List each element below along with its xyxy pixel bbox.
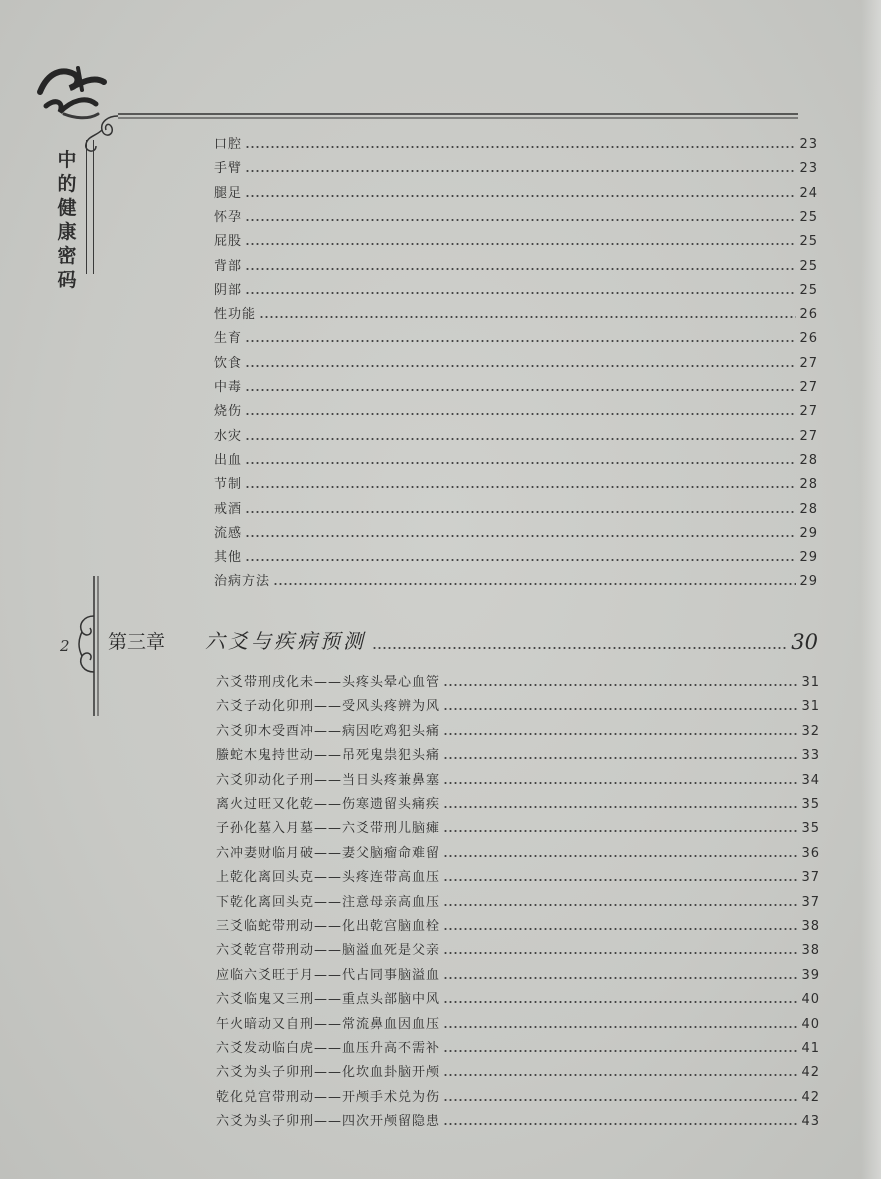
dot-leader (443, 830, 798, 832)
dot-leader (245, 389, 796, 391)
toc-entry[interactable] (214, 351, 818, 371)
toc-entry-label: 上乾化离回头克——头疼连带高血压 (216, 870, 441, 886)
toc-entry-label: 背部 (214, 258, 243, 274)
toc-entry[interactable] (214, 254, 818, 274)
toc-entry[interactable] (214, 472, 818, 492)
toc-entry[interactable] (214, 545, 818, 565)
toc-entry-page: 29 (799, 525, 818, 541)
toc-entry[interactable] (216, 816, 820, 836)
toc-entry-label: 六爻为头子卯刑——化坎血卦脑开颅 (216, 1065, 441, 1081)
toc-entry-label: 六爻为头子卯刑——四次开颅留隐患 (216, 1114, 441, 1130)
toc-entry-page: 27 (799, 380, 818, 395)
toc-entry-page: 29 (799, 550, 818, 566)
dot-leader (443, 1123, 798, 1125)
dot-leader (245, 413, 796, 415)
dot-leader (443, 684, 798, 686)
dot-leader (245, 535, 796, 537)
dot-leader (443, 1050, 798, 1052)
toc-entry-page: 31 (801, 699, 820, 715)
toc-entry-label: 治病方法 (214, 574, 271, 590)
dot-leader (245, 219, 796, 221)
toc-entry[interactable] (214, 497, 818, 517)
dot-leader (245, 559, 796, 561)
toc-entry-label: 六爻临鬼又三刑——重点头部脑中风 (216, 992, 441, 1008)
toc-entry-page: 38 (801, 943, 820, 959)
toc-entry-label: 六爻卯木受酉冲——病因吃鸡犯头痛 (216, 723, 441, 739)
toc-entry-page: 27 (799, 355, 818, 371)
toc-entry-label: 螣蛇木鬼持世动——吊死鬼祟犯头痛 (216, 748, 441, 764)
toc-entry-page: 27 (799, 428, 818, 444)
toc-entry-label: 六爻乾宫带刑动——脑溢血死是父亲 (216, 943, 441, 959)
toc-entry-label: 手臂 (214, 161, 243, 177)
toc-entry-page: 24 (799, 185, 818, 201)
toc-entry-page: 25 (799, 234, 818, 250)
toc-entry-page: 32 (801, 723, 820, 739)
toc-entry-label: 离火过旺又化乾——伤寒遗留头痛疾 (216, 797, 441, 812)
dot-leader (443, 977, 798, 979)
dot-leader (443, 757, 798, 759)
toc-entry-label: 出血 (214, 452, 243, 468)
toc-entry[interactable] (214, 302, 818, 322)
toc-entry-page: 40 (801, 1016, 820, 1032)
page-number: 2 (60, 637, 70, 655)
toc-entry-label: 下乾化离回头克——注意母亲高血压 (216, 894, 441, 910)
toc-entry-page: 28 (799, 501, 818, 517)
toc-entry[interactable] (216, 865, 820, 885)
toc-entry[interactable] (216, 694, 820, 714)
toc-entry-label: 节制 (214, 477, 243, 493)
dot-leader (245, 146, 796, 148)
book-side-title: 中的健康密码 (57, 149, 77, 291)
toc-entry-page: 35 (801, 797, 820, 812)
dot-leader (245, 462, 796, 464)
toc-entry[interactable] (214, 205, 818, 225)
toc-entry-label: 其他 (214, 550, 243, 566)
toc-entry[interactable] (214, 375, 818, 395)
toc-entry-page: 28 (799, 477, 818, 493)
dot-leader (443, 1026, 798, 1028)
dot-leader (443, 879, 798, 881)
toc-entry-page: 23 (799, 161, 818, 177)
dot-leader (245, 292, 796, 294)
dot-leader (443, 855, 798, 857)
toc-entry-label: 水灾 (214, 428, 243, 444)
toc-entry-label: 六冲妻财临月破——妻父脑瘤命难留 (216, 845, 441, 861)
toc-entry[interactable] (214, 278, 818, 298)
toc-entry[interactable] (216, 1012, 820, 1032)
dot-leader (259, 316, 796, 318)
toc-entry[interactable] (216, 792, 820, 812)
toc-entry-label: 烧伤 (214, 404, 243, 420)
toc-entry-label: 怀孕 (214, 209, 243, 225)
toc-entry-label: 午火暗动又自刑——常流鼻血因血压 (216, 1016, 441, 1032)
toc-entry-label: 腿足 (214, 185, 243, 201)
toc-entry[interactable] (214, 521, 818, 541)
dot-leader (443, 1099, 798, 1101)
toc-entry-label: 阴部 (214, 282, 243, 298)
dot-leader (245, 170, 796, 172)
toc-entry-page: 37 (801, 894, 820, 910)
toc-entry[interactable] (214, 326, 818, 346)
dot-leader (443, 733, 798, 735)
dot-leader (245, 243, 796, 245)
toc-entry[interactable] (216, 1036, 820, 1056)
dot-leader (245, 511, 796, 513)
toc-entry-label: 子孙化墓入月墓——六爻带刑儿脑瘫 (216, 821, 441, 837)
toc-entry-label: 六爻带刑戌化未——头疼头晕心血管 (216, 675, 441, 690)
toc-entry-label: 六爻子动化卯刑——受风头疼辨为风 (216, 699, 441, 715)
chapter-title: 六爻与疾病预测 (205, 629, 367, 653)
toc-entry-page: 25 (799, 282, 818, 298)
toc-entry-page: 37 (801, 870, 820, 886)
dot-leader (245, 365, 796, 367)
toc-entry-page: 40 (801, 992, 820, 1008)
toc-entry-label: 六爻卯动化子刑——当日头疼兼鼻塞 (216, 772, 441, 788)
toc-entry[interactable] (216, 719, 820, 739)
toc-entry-page: 26 (799, 307, 818, 323)
toc-entry-page: 36 (801, 845, 820, 861)
toc-entry-label: 乾化兑宫带刑动——开颅手术兑为伤 (216, 1089, 441, 1105)
toc-entry-page: 31 (801, 675, 820, 690)
toc-entry[interactable] (216, 987, 820, 1007)
toc-entry-label: 口腔 (214, 137, 243, 152)
toc-entry-label: 屁股 (214, 234, 243, 250)
toc-entry-page: 43 (801, 1114, 820, 1130)
toc-entry-label: 生育 (214, 331, 243, 347)
toc-entry-page: 42 (801, 1065, 820, 1081)
dot-leader (273, 583, 796, 585)
dot-leader (443, 904, 798, 906)
dot-leader (443, 782, 798, 784)
toc-entry-label: 流感 (214, 525, 243, 541)
toc-entry-page: 39 (801, 967, 820, 983)
toc-entry-page: 23 (799, 137, 818, 152)
toc-entry-page: 42 (801, 1089, 820, 1105)
toc-entry[interactable] (216, 670, 820, 690)
toc-entry[interactable] (216, 743, 820, 763)
dot-leader (443, 1074, 798, 1076)
toc-entry[interactable] (216, 768, 820, 788)
dot-leader (245, 268, 796, 270)
toc-entry-page: 25 (799, 209, 818, 225)
toc-entry[interactable] (216, 1060, 820, 1080)
toc-entry-page: 25 (799, 258, 818, 274)
dot-leader (245, 340, 796, 342)
toc-entry-page: 27 (799, 404, 818, 420)
toc-entry[interactable] (216, 938, 820, 958)
dot-leader (443, 806, 798, 808)
toc-entry[interactable] (216, 1085, 820, 1105)
page-edge-shade (861, 0, 881, 1179)
toc-entry-label: 六爻发动临白虎——血压升高不需补 (216, 1041, 441, 1056)
toc-entry[interactable] (216, 890, 820, 910)
toc-entry[interactable] (216, 963, 820, 983)
toc-entry-page: 35 (801, 821, 820, 837)
toc-entry-label: 戒酒 (214, 501, 243, 517)
toc-entry-page: 41 (801, 1041, 820, 1056)
toc-entry[interactable] (216, 1109, 820, 1129)
dot-leader (245, 195, 796, 197)
dot-leader (443, 708, 798, 710)
toc-entry-label: 饮食 (214, 355, 243, 371)
toc-entry-page: 29 (799, 574, 818, 590)
dot-leader (443, 1001, 798, 1003)
dot-leader (245, 438, 796, 440)
toc-entry-label: 中毒 (214, 380, 243, 395)
toc-entry-label: 应临六爻旺于月——代占同事脑溢血 (216, 967, 441, 983)
toc-entry[interactable] (214, 424, 818, 444)
toc-entry-page: 28 (799, 452, 818, 468)
toc-entry-page: 34 (801, 772, 820, 788)
toc-entry-page: 38 (801, 919, 820, 934)
toc-entry[interactable] (214, 229, 818, 249)
toc-entry[interactable] (214, 156, 818, 176)
toc-entry-label: 三爻临蛇带刑动——化出乾宫脑血栓 (216, 919, 441, 934)
toc-entry-page: 33 (801, 748, 820, 764)
dot-leader (443, 928, 798, 930)
toc-entry[interactable] (214, 448, 818, 468)
dot-leader (245, 486, 796, 488)
toc-entry-label: 性功能 (214, 307, 257, 323)
toc-entry[interactable] (214, 181, 818, 201)
toc-entry[interactable] (214, 399, 818, 419)
toc-entry-page: 26 (799, 331, 818, 347)
toc-entry[interactable] (214, 569, 818, 589)
toc-entry[interactable] (216, 841, 820, 861)
chapter-page-number: 30 (791, 630, 818, 654)
toc-entry[interactable] (216, 914, 820, 934)
dot-leader (443, 952, 798, 954)
chapter-label: 第三章 (108, 631, 166, 653)
toc-entry[interactable] (214, 132, 818, 152)
